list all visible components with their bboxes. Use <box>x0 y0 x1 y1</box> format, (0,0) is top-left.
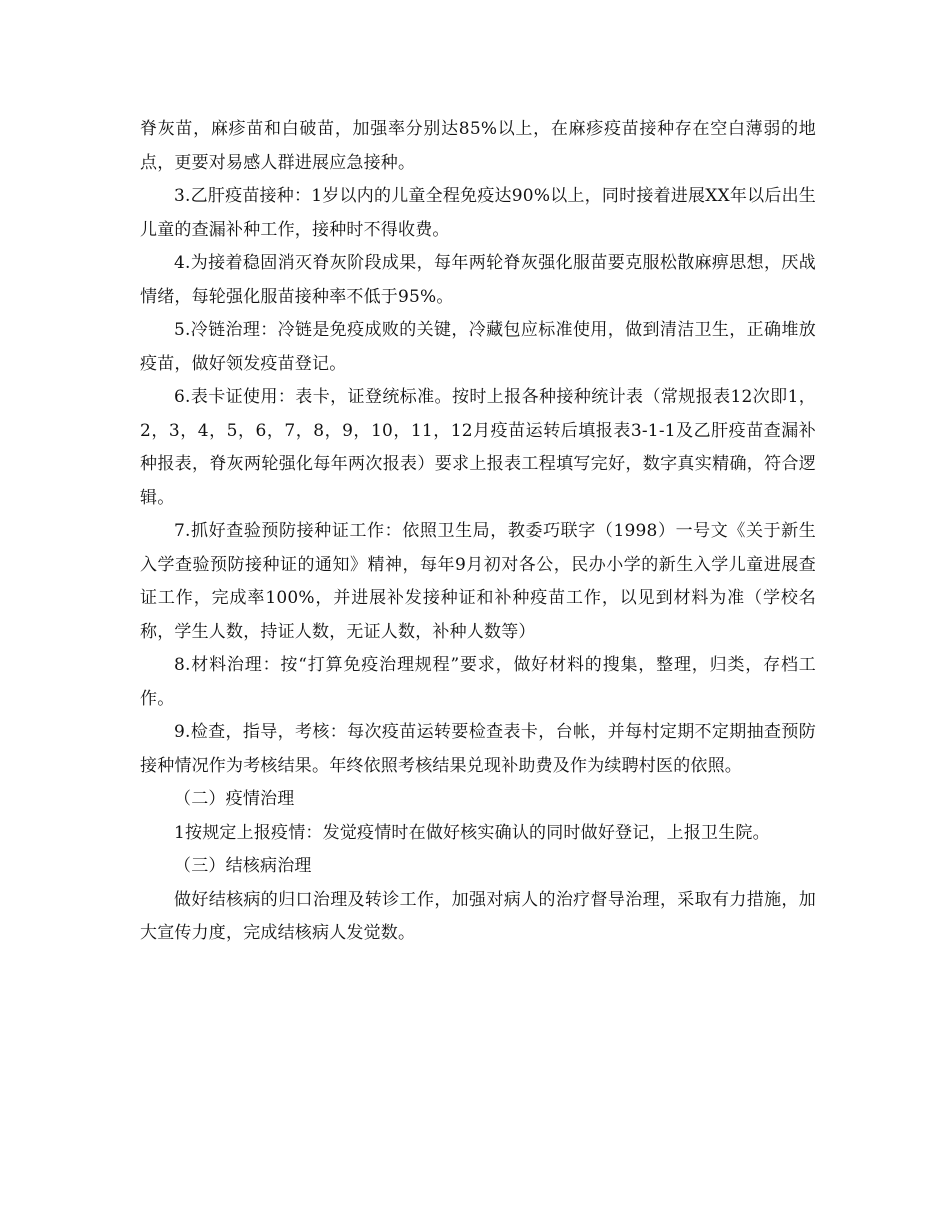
paragraph-polio-elimination: 4.为接着稳固消灭脊灰阶段成果，每年两轮脊灰强化服苗要克服松散麻痹思想，厌战情绪，每轮强化服苗接种率不低于95%。 <box>140 253 816 307</box>
paragraph-forms-cards: 6.表卡证使用：表卡，证登统标准。按时上报各种接种统计表（常规报表12次即1，2，3，4，5，6，7，8，9，10，11，12月疫苗运转后填报表3-1-1及乙肝疫苗查漏补种报表，脊灰两轮强化每年两次报表）要求上报表工程填写完好，数字真实精确，符合逻辑。 <box>140 387 816 508</box>
paragraph-hepatitis-b-vaccination: 3.乙肝疫苗接种：1岁以内的儿童全程免疫达90%以上，同时接着进展XX年以后出生儿童的查漏补种工作，接种时不得收费。 <box>140 186 816 240</box>
paragraph-inspection-assessment: 9.检查，指导，考核：每次疫苗运转要检查表卡，台帐，并每村定期不定期抽查预防接种情况作为考核结果。年终依照考核结果兑现补助费及作为续聘村医的依照。 <box>140 722 816 776</box>
paragraph-records-management: 8.材料治理：按“打算免疫治理规程”要求，做好材料的搜集，整理，归类，存档工作。 <box>140 655 816 709</box>
section-heading-epidemic: （二）疫情治理 <box>174 789 295 809</box>
paragraph-tuberculosis-management: 做好结核病的归口治理及转诊工作，加强对病人的治疗督导治理，采取有力措施，加大宣传力度，完成结核病人发觉数。 <box>140 889 816 943</box>
paragraph-cold-chain: 5.冷链治理：冷链是免疫成败的关键，冷藏包应标准使用，做到清洁卫生，正确堆放疫苗，做好领发疫苗登记。 <box>140 320 816 374</box>
paragraph-epidemic-reporting: 1按规定上报疫情：发觉疫情时在做好核实确认的同时做好登记，上报卫生院。 <box>174 822 770 843</box>
document-body <box>140 113 816 951</box>
section-heading-tuberculosis: （三）结核病治理 <box>174 856 312 876</box>
paragraph-vaccination-certificate-check: 7.抓好查验预防接种证工作：依照卫生局，教委巧联字（1998）一号文《关于新生入学查验预防接种证的通知》精神，每年9月初对各公，民办小学的新生入学儿童进展查证工作，完成率100%，并进展补发接种证和补种疫苗工作，以见到材料为准（学校名称，学生人数，持证人数，无证人数，补种人数等） <box>140 521 816 642</box>
paragraph-polio-measles-booster: 脊灰苗，麻疹苗和白破苗，加强率分别达85%以上，在麻疹疫苗接种存在空白薄弱的地点，更要对易感人群进展应急接种。 <box>140 119 816 173</box>
